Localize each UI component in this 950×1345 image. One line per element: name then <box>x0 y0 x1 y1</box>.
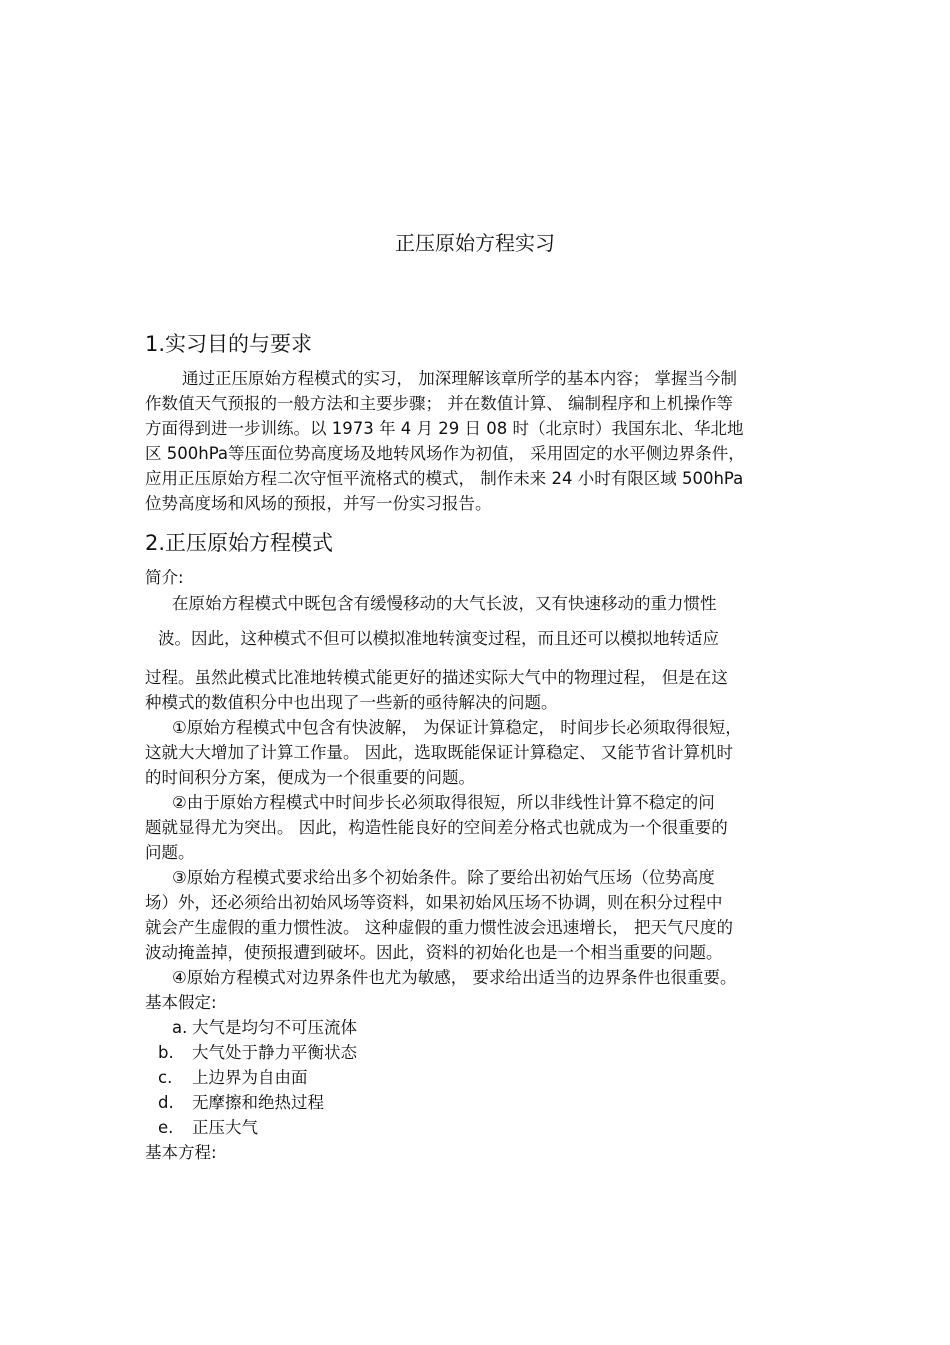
paragraph-line: 题就显得尤为突出。 因此，构造性能良好的空间差分格式也就成为一个很重要的 <box>145 818 728 837</box>
paragraph-line: ④原始方程模式对边界条件也尤为敏感， 要求给出适当的边界条件也很重要。 <box>172 968 737 987</box>
assumption-text: 大气处于静力平衡状态 <box>192 1043 357 1062</box>
paragraph-line: 区 500hPa等压面位势高度场及地转风场作为初值， 采用固定的水平侧边界条件， <box>145 444 745 463</box>
paragraph-line: 过程。虽然此模式比准地转模式能更好的描述实际大气中的物理过程， 但是在这 <box>145 668 728 687</box>
paragraph-line: ①原始方程模式中包含有快波解， 为保证计算稳定， 时间步长必须取得很短， <box>172 718 742 737</box>
paragraph-line: 的时间积分方案，便成为一个很重要的问题。 <box>145 768 475 787</box>
assumption-marker: e. <box>158 1118 174 1137</box>
paragraph-line: 就会产生虚假的重力惯性波。 这种虚假的重力惯性波会迅速增长， 把天气尺度的 <box>145 918 733 937</box>
paragraph-line: ③原始方程模式要求给出多个初始条件。除了要给出初始气压场（位势高度 <box>172 868 715 887</box>
intro-label: 简介: <box>145 568 184 587</box>
assumption-text: 无摩擦和绝热过程 <box>192 1093 324 1112</box>
paragraph-line: 种模式的数值积分中也出现了一些新的亟待解决的问题。 <box>145 693 558 712</box>
paragraph-line: 问题。 <box>145 843 195 862</box>
paragraph-line: 这就大大增加了计算工作量。 因此，选取既能保证计算稳定、 又能节省计算机时 <box>145 743 733 762</box>
paragraph-line: 波。因此，这种模式不但可以模拟准地转演变过程，而且还可以模拟地转适应 <box>158 629 719 648</box>
assumption-text: 大气是均匀不可压流体 <box>192 1018 357 1037</box>
paragraph-line: 场）外，还必须给出初始风场等资料，如果初始风压场不协调，则在积分过程中 <box>145 893 723 912</box>
paragraph-line: 在原始方程模式中既包含有缓慢移动的大气长波，又有快速移动的重力惯性 <box>172 594 717 613</box>
assumption-marker: b. <box>158 1043 174 1062</box>
section-2-heading: 2.正压原始方程模式 <box>145 531 334 555</box>
document-title: 正压原始方程实习 <box>395 231 555 255</box>
assumption-text: 正压大气 <box>192 1118 258 1137</box>
paragraph-line: 作数值天气预报的一般方法和主要步骤； 并在数值计算、 编制程序和上机操作等 <box>145 394 733 413</box>
assumption-marker: c. <box>158 1068 173 1087</box>
paragraph-line: 通过正压原始方程模式的实习， 加深理解该章所学的基本内容； 掌握当今制 <box>182 369 737 388</box>
paragraph-line: 位势高度场和风场的预报，并写一份实习报告。 <box>145 494 492 513</box>
equations-label: 基本方程: <box>145 1143 217 1162</box>
assumption-marker: a. <box>172 1018 188 1037</box>
paragraph-line: 方面得到进一步训练。以 1973 年 4 月 29 日 08 时（北京时）我国东北、华北地 <box>145 419 744 438</box>
paragraph-line: 应用正压原始方程二次守恒平流格式的模式， 制作未来 24 小时有限区域 500hPa <box>145 469 744 488</box>
paragraph-line: ②由于原始方程模式中时间步长必须取得很短，所以非线性计算不稳定的问 <box>172 793 715 812</box>
section-1-heading: 1.实习目的与要求 <box>145 332 313 356</box>
assumption-text: 上边界为自由面 <box>192 1068 308 1087</box>
assumption-marker: d. <box>158 1093 174 1112</box>
assumptions-label: 基本假定: <box>145 993 217 1012</box>
paragraph-line: 波动掩盖掉，使预报遭到破坏。因此，资料的初始化也是一个相当重要的问题。 <box>145 943 723 962</box>
